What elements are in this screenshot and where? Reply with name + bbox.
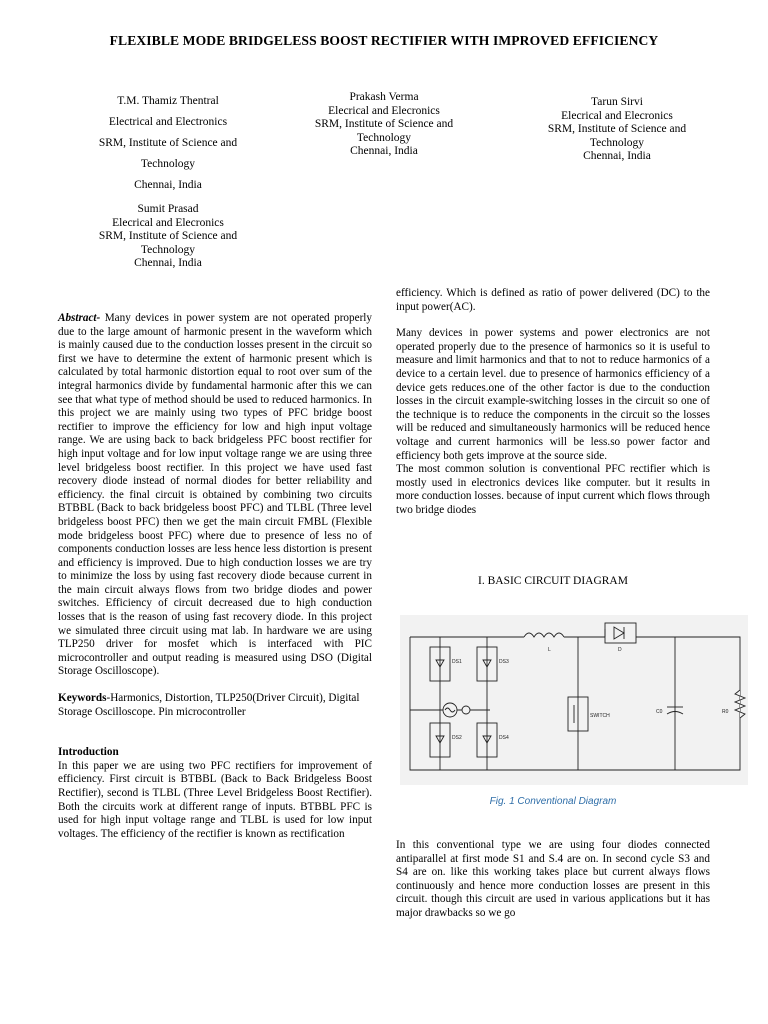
label-switch: SWITCH	[590, 713, 610, 719]
current-probe	[462, 706, 470, 714]
author-dept: Elecrical and Elecronics	[328, 104, 440, 117]
abstract-text: Many devices in power system are not operated properly due to the large amount of harmonic present in the waveform which is mainly caused due to the conduction losses present in the circuit so first we have to determine the extent of harmonic present which is calculated by total harmonic distortion equal to root over sum of the integral harmonics divide by fundamental harmonic after this we can see that what type of method should be used to reduced harmonics. In this project we are mainly using two types of PFC bridge boost rectifier to improve the efficiency for low and high input voltage range. We are using back to back bridgeless PFC boost rectifier for high input voltage and for low input voltage range we are using three level bridgeless boost rectifier. In this project we have used fast recovery diode instead of normal diodes for better reliability and efficiency. the final circuit is obtained by combining two circuits BTBBL (Back to back bridgeless boost PFC) and TLBL (Three level bridgeless boost PFC) then we get the main circuit FMBL (Flexible mode bridgeless boost PFC) where due to presence of less no of components conduction losses are less hence less distortion is present and efficiency is improved. Due to high conduction losses we are try to minimize the loss by using fast recovery diode because current in the main circuit always flows from two bridge diodes and power switches. Efficiency of circuit decreased due to high conduction losses that is the reason of using fast recovery diode. In this project we simulated three circuit using mat lab. In hardware we are using TLP250 driver for mosfet which is interfaced with PIC microcontroller and output reading is measured using DSO (Digital Storage Oscilloscope).	[58, 312, 372, 678]
figure-caption: Fig. 1 Conventional Diagram	[489, 796, 617, 807]
author-block-3	[525, 96, 709, 164]
introduction-heading: Introduction	[58, 746, 119, 759]
label-inductor: L	[548, 647, 551, 653]
keywords-text: -Harmonics, Distortion, TLP250(Driver Circuit), Digital Storage Oscilloscope. Pin microcontroller	[58, 692, 360, 718]
author-dept: Elecrical and Elecronics	[112, 216, 224, 229]
author-inst: Technology	[140, 158, 196, 170]
author-inst: Technology	[140, 243, 196, 256]
author-name: T.M. Thamiz Thentral	[117, 95, 219, 107]
author-block-1	[56, 91, 280, 196]
label-ds4: DS4	[499, 735, 509, 741]
introduction-text: In this paper we are using two PFC rectifiers for improvement of efficiency. First circuit is BTBBL (Back to Back Bridgeless Boost Rectifier), second is TLBL (Three Level Bridgeless Boost Rectifier). Both the circuits work at different range of inputs. BTBBL PFC is used for high input voltage range and TLBL is used for low input voltages. The efficiency of the rectifier is known as rectification	[58, 759, 372, 840]
author-block-4	[56, 203, 280, 271]
paragraph-1: efficiency. Which is defined as ratio of power delivered (DC) to the input power(AC).	[396, 287, 710, 313]
author-inst: SRM, Institute of Science and	[98, 230, 238, 242]
paper-title: FLEXIBLE MODE BRIDGELESS BOOST RECTIFIER WITH IMPROVED EFFICIENCY	[109, 33, 659, 48]
author-city: Chennai, India	[583, 150, 651, 162]
author-city: Chennai, India	[350, 145, 418, 157]
section-heading: I. BASIC CIRCUIT DIAGRAM	[478, 575, 628, 587]
author-name: Prakash Verma	[349, 91, 419, 103]
author-dept: Electrical and Electronics	[108, 116, 228, 128]
paragraph-2: Many devices in power systems and power electronics are not operated properly due to the presence of harmonics so it is useful to measure and limit harmonics and that to not to reduce harmonics of a device to a certain level. due to presence of harmonics efficiency of a device gets reduces.one of the other factor is due to the conduction losses in the circuit example-switching losses in the circuit so one of the technique is to reduce the components in the circuit so the losses will be reduced and simultaneously harmonics will be reduced hence voltage and current harmonics will be less.so power factor and efficiency both gets improve at the source side.	[396, 327, 710, 462]
abstract-label: Abstract-	[58, 312, 101, 324]
label-diode: D	[618, 647, 622, 653]
keywords-label: Keywords	[58, 692, 107, 705]
circuit-diagram	[400, 615, 748, 785]
author-inst: Technology	[356, 131, 412, 144]
label-capacitor: C0	[656, 709, 663, 715]
abstract	[58, 312, 372, 679]
paragraph-3: The most common solution is conventional PFC rectifier which is mostly used in electronics devices like computer. but it results in more conduction losses. because of input current which flows through two bridge diodes	[396, 463, 710, 516]
keywords	[58, 692, 372, 719]
author-dept: Elecrical and Elecronics	[561, 109, 673, 122]
left-column	[58, 312, 372, 841]
author-inst: SRM, Institute of Science and	[98, 137, 238, 149]
label-resistor: R0	[722, 709, 729, 715]
author-name: Sumit Prasad	[137, 203, 199, 215]
label-ds2: DS2	[452, 735, 462, 741]
author-city: Chennai, India	[134, 257, 202, 269]
author-inst: SRM, Institute of Science and	[547, 123, 687, 135]
author-city: Chennai, India	[134, 179, 202, 191]
label-ds3: DS3	[499, 659, 509, 665]
author-name: Tarun Sirvi	[591, 96, 643, 108]
author-inst: SRM, Institute of Science and	[314, 118, 454, 130]
author-block-2	[290, 91, 478, 159]
right-column	[396, 287, 710, 518]
paragraph-4: In this conventional type we are using four diodes connected antiparallel at first mode S1 and S.4 are on. In second cycle S3 and S4 are on. like this working takes place but current always flows continuously and hence more conduction losses are present in this circuit. though this circuit are used in various applications but it has major drawbacks so we go	[396, 839, 710, 919]
diagram-background	[400, 615, 748, 785]
author-inst: Technology	[589, 136, 645, 149]
label-ds1: DS1	[452, 659, 462, 665]
